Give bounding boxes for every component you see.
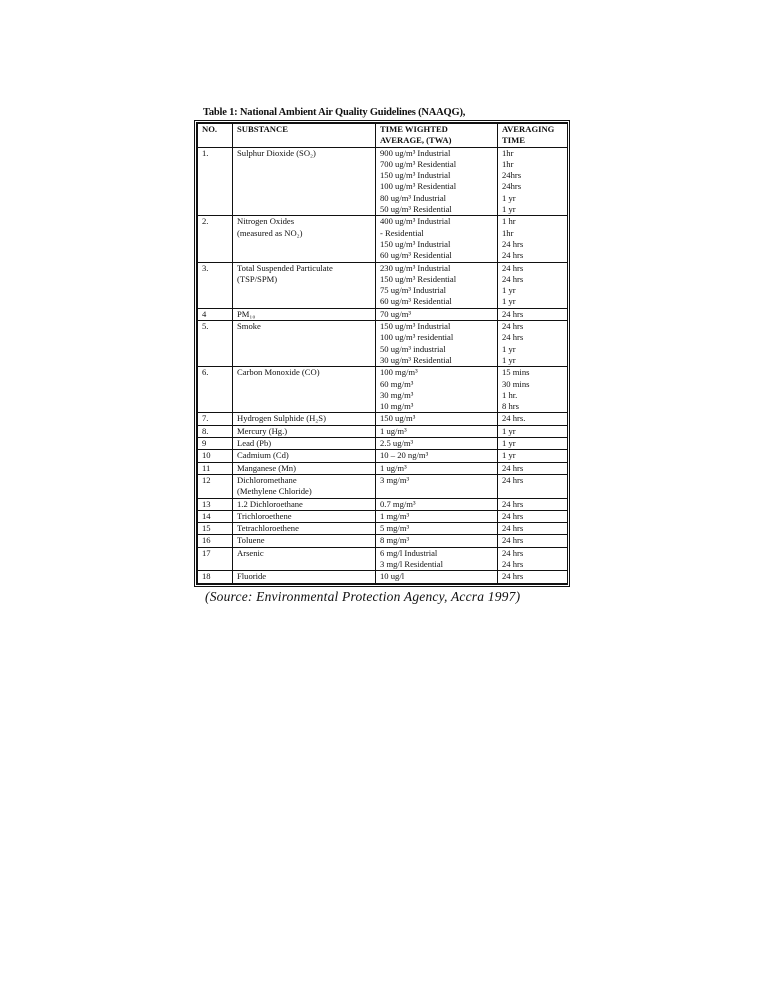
cell-substance-line: Lead (Pb) — [237, 438, 272, 449]
cell-twa — [376, 216, 498, 262]
cell-twa-line: 10 mg/m³ — [380, 401, 414, 412]
cell-twa-line: 100 ug/m³ Residential — [380, 181, 457, 192]
cell-averaging-time-line: 24 hrs — [502, 535, 524, 546]
cell-twa-line: 2.5 ug/m³ — [380, 438, 414, 449]
cell-twa — [376, 367, 498, 413]
cell-twa-line: - Residential — [380, 227, 424, 238]
table-row — [198, 262, 568, 308]
cell-substance-line: Carbon Monoxide (CO) — [237, 367, 320, 378]
table-row — [198, 498, 568, 510]
cell-substance — [233, 535, 376, 547]
cell-averaging-time-line: 1 hr. — [502, 389, 518, 400]
table-row — [198, 147, 568, 216]
cell-substance — [233, 367, 376, 413]
cell-averaging-time-line: 24hrs — [502, 170, 522, 181]
cell-averaging-time-line: 1hr — [502, 227, 514, 238]
table-row — [198, 523, 568, 535]
cell-averaging-time — [498, 367, 568, 413]
source-note: (Source: Environmental Protection Agency, Accra 1997) — [205, 589, 521, 604]
cell-twa-line: 60 ug/m³ Residential — [380, 250, 452, 261]
cell-averaging-time-line: 1 yr — [502, 354, 516, 365]
cell-twa-line: 400 ug/m³ Industrial — [380, 216, 451, 227]
cell-substance-line: (TSP/SPM) — [237, 273, 278, 284]
cell-no: 18 — [198, 571, 233, 583]
cell-averaging-time — [498, 571, 568, 583]
header-avg-line: AVERAGING — [502, 124, 555, 134]
cell-substance-line: (measured as NO₂) — [237, 227, 303, 238]
header-no: NO. — [198, 124, 233, 148]
cell-substance — [233, 321, 376, 367]
cell-twa — [376, 308, 498, 320]
cell-no: 14 — [198, 510, 233, 522]
cell-averaging-time-line: 1hr — [502, 147, 514, 158]
cell-twa-line: 1 ug/m³ — [380, 425, 407, 436]
table-row — [198, 413, 568, 425]
cell-averaging-time-line: 24 hrs — [502, 462, 524, 473]
cell-twa-line: 50 ug/m³ industrial — [380, 343, 446, 354]
cell-averaging-time — [498, 498, 568, 510]
table-row — [198, 216, 568, 262]
cell-twa — [376, 571, 498, 583]
naaqg-table — [197, 123, 568, 584]
cell-averaging-time-line: 24 hrs — [502, 571, 524, 582]
cell-twa-line: 230 ug/m³ Industrial — [380, 262, 451, 273]
cell-averaging-time-line: 24 hrs — [502, 498, 524, 509]
cell-no: 4 — [198, 308, 233, 320]
cell-twa-line: 75 ug/m³ Industrial — [380, 285, 447, 296]
cell-substance — [233, 262, 376, 308]
cell-substance-line: Toluene — [237, 535, 265, 546]
cell-no: 9 — [198, 438, 233, 450]
cell-averaging-time — [498, 462, 568, 474]
cell-substance — [233, 308, 376, 320]
cell-twa-line: 100 ug/m³ residential — [380, 332, 454, 343]
cell-twa — [376, 498, 498, 510]
table-row — [198, 450, 568, 462]
cell-no: 11 — [198, 462, 233, 474]
cell-twa-line: 70 ug/m³ — [380, 308, 411, 319]
cell-averaging-time — [498, 510, 568, 522]
cell-twa-line: 60 mg/m³ — [380, 378, 414, 389]
table-row — [198, 474, 568, 498]
header-avg-line: TIME — [502, 135, 525, 146]
cell-substance — [233, 438, 376, 450]
cell-substance — [233, 510, 376, 522]
cell-substance — [233, 147, 376, 216]
cell-averaging-time-line: 1 yr — [502, 296, 516, 307]
cell-twa-line: 0.7 mg/m³ — [380, 498, 416, 509]
cell-substance-line: Sulphur Dioxide (SO₂) — [237, 147, 316, 158]
cell-twa-line: 150 ug/m³ Residential — [380, 273, 457, 284]
cell-averaging-time-line: 30 mins — [502, 378, 530, 389]
table-caption: Table 1: National Ambient Air Quality Guidelines (NAAQG), — [203, 107, 466, 118]
cell-substance — [233, 547, 376, 571]
cell-averaging-time-line: 1 yr — [502, 285, 516, 296]
cell-averaging-time — [498, 425, 568, 437]
cell-averaging-time — [498, 450, 568, 462]
header-row — [198, 124, 568, 148]
cell-substance-line: Smoke — [237, 321, 261, 332]
cell-twa — [376, 547, 498, 571]
cell-twa — [376, 462, 498, 474]
table-body — [198, 147, 568, 583]
cell-twa-line: 10 – 20 ng/m³ — [380, 450, 429, 461]
cell-twa-line: 5 mg/m³ — [380, 523, 410, 534]
cell-averaging-time-line: 24 hrs — [502, 332, 524, 343]
cell-twa-line: 900 ug/m³ Industrial — [380, 147, 451, 158]
cell-substance-line: PM₁₀ — [237, 308, 256, 319]
cell-averaging-time — [498, 523, 568, 535]
cell-twa-line: 150 ug/m³ Industrial — [380, 321, 451, 332]
cell-averaging-time — [498, 474, 568, 498]
cell-averaging-time-line: 24 hrs — [502, 262, 524, 273]
cell-substance — [233, 498, 376, 510]
cell-no: 3. — [198, 262, 233, 308]
cell-no: 13 — [198, 498, 233, 510]
cell-substance — [233, 474, 376, 498]
cell-twa-line: 3 mg/m³ — [380, 474, 410, 485]
cell-averaging-time-line: 1hr — [502, 158, 514, 169]
table-row — [198, 308, 568, 320]
cell-no: 5. — [198, 321, 233, 367]
cell-averaging-time-line: 1 yr — [502, 204, 516, 215]
cell-twa-line: 100 mg/m³ — [380, 367, 418, 378]
cell-substance — [233, 425, 376, 437]
cell-averaging-time-line: 1 yr — [502, 438, 516, 449]
cell-averaging-time-line: 24 hrs — [502, 273, 524, 284]
cell-averaging-time — [498, 216, 568, 262]
cell-substance-line: Trichloroethene — [237, 510, 292, 521]
cell-twa-line: 1 ug/m³ — [380, 462, 407, 473]
cell-no: 8. — [198, 425, 233, 437]
cell-twa — [376, 450, 498, 462]
cell-twa — [376, 523, 498, 535]
cell-averaging-time — [498, 308, 568, 320]
cell-no: 10 — [198, 450, 233, 462]
cell-twa — [376, 535, 498, 547]
cell-averaging-time — [498, 321, 568, 367]
cell-averaging-time — [498, 438, 568, 450]
cell-twa-line: 10 ug/l — [380, 571, 405, 582]
header-twa-line: TIME WIGHTED — [380, 124, 448, 134]
cell-substance-line: Dichloromethane — [237, 474, 297, 485]
cell-averaging-time-line: 8 hrs — [502, 401, 519, 412]
cell-substance-line: Nitrogen Oxides — [237, 216, 295, 227]
cell-no: 2. — [198, 216, 233, 262]
cell-substance-line: Cadmium (Cd) — [237, 450, 289, 461]
cell-averaging-time-line: 1 hr — [502, 216, 516, 227]
cell-substance-line: 1.2 Dichloroethane — [237, 498, 303, 509]
cell-averaging-time-line: 24 hrs — [502, 321, 524, 332]
cell-averaging-time-line: 1 yr — [502, 192, 516, 203]
cell-substance — [233, 413, 376, 425]
cell-no: 15 — [198, 523, 233, 535]
cell-substance — [233, 216, 376, 262]
cell-substance-line: Mercury (Hg.) — [237, 425, 288, 436]
cell-averaging-time-line: 24 hrs — [502, 308, 524, 319]
cell-twa-line: 150 ug/m³ — [380, 413, 416, 424]
cell-substance-line: Total Suspended Particulate — [237, 262, 333, 273]
cell-averaging-time-line: 24 hrs — [502, 558, 524, 569]
cell-averaging-time-line: 24 hrs — [502, 250, 524, 261]
cell-twa-line: 80 ug/m³ Industrial — [380, 192, 447, 203]
cell-no: 6. — [198, 367, 233, 413]
cell-averaging-time-line: 15 mins — [502, 367, 530, 378]
header-twa-line: AVERAGE, (TWA) — [380, 135, 452, 146]
cell-averaging-time-line: 24 hrs. — [502, 413, 526, 424]
table-row — [198, 535, 568, 547]
cell-averaging-time-line: 1 yr — [502, 450, 516, 461]
cell-twa-line: 150 ug/m³ Industrial — [380, 238, 451, 249]
cell-twa — [376, 425, 498, 437]
cell-substance — [233, 571, 376, 583]
cell-twa-line: 150 ug/m³ Industrial — [380, 170, 451, 181]
cell-averaging-time-line: 1 yr — [502, 425, 516, 436]
table-row — [198, 571, 568, 583]
cell-twa-line: 1 mg/m³ — [380, 510, 410, 521]
cell-substance-line: Arsenic — [237, 547, 264, 558]
cell-twa-line: 6 mg/l Industrial — [380, 547, 438, 558]
cell-twa-line: 60 ug/m³ Residential — [380, 296, 452, 307]
table-row — [198, 510, 568, 522]
cell-twa-line: 30 mg/m³ — [380, 389, 414, 400]
header-twa — [376, 124, 498, 148]
cell-no: 17 — [198, 547, 233, 571]
cell-substance-line: (Methylene Chloride) — [237, 486, 312, 497]
table-row — [198, 462, 568, 474]
cell-twa-line: 8 mg/m³ — [380, 535, 410, 546]
cell-averaging-time-line: 24 hrs — [502, 523, 524, 534]
cell-averaging-time-line: 1 yr — [502, 343, 516, 354]
table-row — [198, 321, 568, 367]
table-header — [198, 124, 568, 148]
cell-twa-line: 700 ug/m³ Residential — [380, 158, 457, 169]
cell-twa — [376, 474, 498, 498]
cell-twa-line: 50 ug/m³ Residential — [380, 204, 452, 215]
header-substance: SUBSTANCE — [233, 124, 376, 148]
cell-substance-line: Manganese (Mn) — [237, 462, 296, 473]
cell-averaging-time — [498, 547, 568, 571]
cell-twa — [376, 438, 498, 450]
cell-substance-line: Hydrogen Sulphide (H₂S) — [237, 413, 326, 424]
cell-substance — [233, 462, 376, 474]
cell-averaging-time-line: 24 hrs — [502, 510, 524, 521]
cell-twa-line: 30 ug/m³ Residential — [380, 354, 452, 365]
table-row — [198, 425, 568, 437]
cell-averaging-time-line: 24 hrs — [502, 238, 524, 249]
cell-substance — [233, 523, 376, 535]
cell-twa — [376, 262, 498, 308]
cell-substance-line: Fluoride — [237, 571, 267, 582]
cell-no: 1. — [198, 147, 233, 216]
cell-twa-line: 3 mg/l Residential — [380, 558, 444, 569]
cell-averaging-time — [498, 535, 568, 547]
cell-twa — [376, 510, 498, 522]
cell-averaging-time-line: 24 hrs — [502, 547, 524, 558]
cell-twa — [376, 321, 498, 367]
cell-twa — [376, 413, 498, 425]
header-averaging-time — [498, 124, 568, 148]
cell-averaging-time — [498, 147, 568, 216]
cell-substance-line: Tetrachloroethene — [237, 523, 299, 534]
cell-substance — [233, 450, 376, 462]
cell-averaging-time-line: 24 hrs — [502, 474, 524, 485]
table-row — [198, 438, 568, 450]
table-row — [198, 547, 568, 571]
cell-no: 12 — [198, 474, 233, 498]
cell-no: 7. — [198, 413, 233, 425]
table-row — [198, 367, 568, 413]
cell-averaging-time — [498, 262, 568, 308]
cell-no: 16 — [198, 535, 233, 547]
cell-twa — [376, 147, 498, 216]
cell-averaging-time — [498, 413, 568, 425]
naaqg-table-frame — [196, 122, 568, 585]
cell-averaging-time-line: 24hrs — [502, 181, 522, 192]
